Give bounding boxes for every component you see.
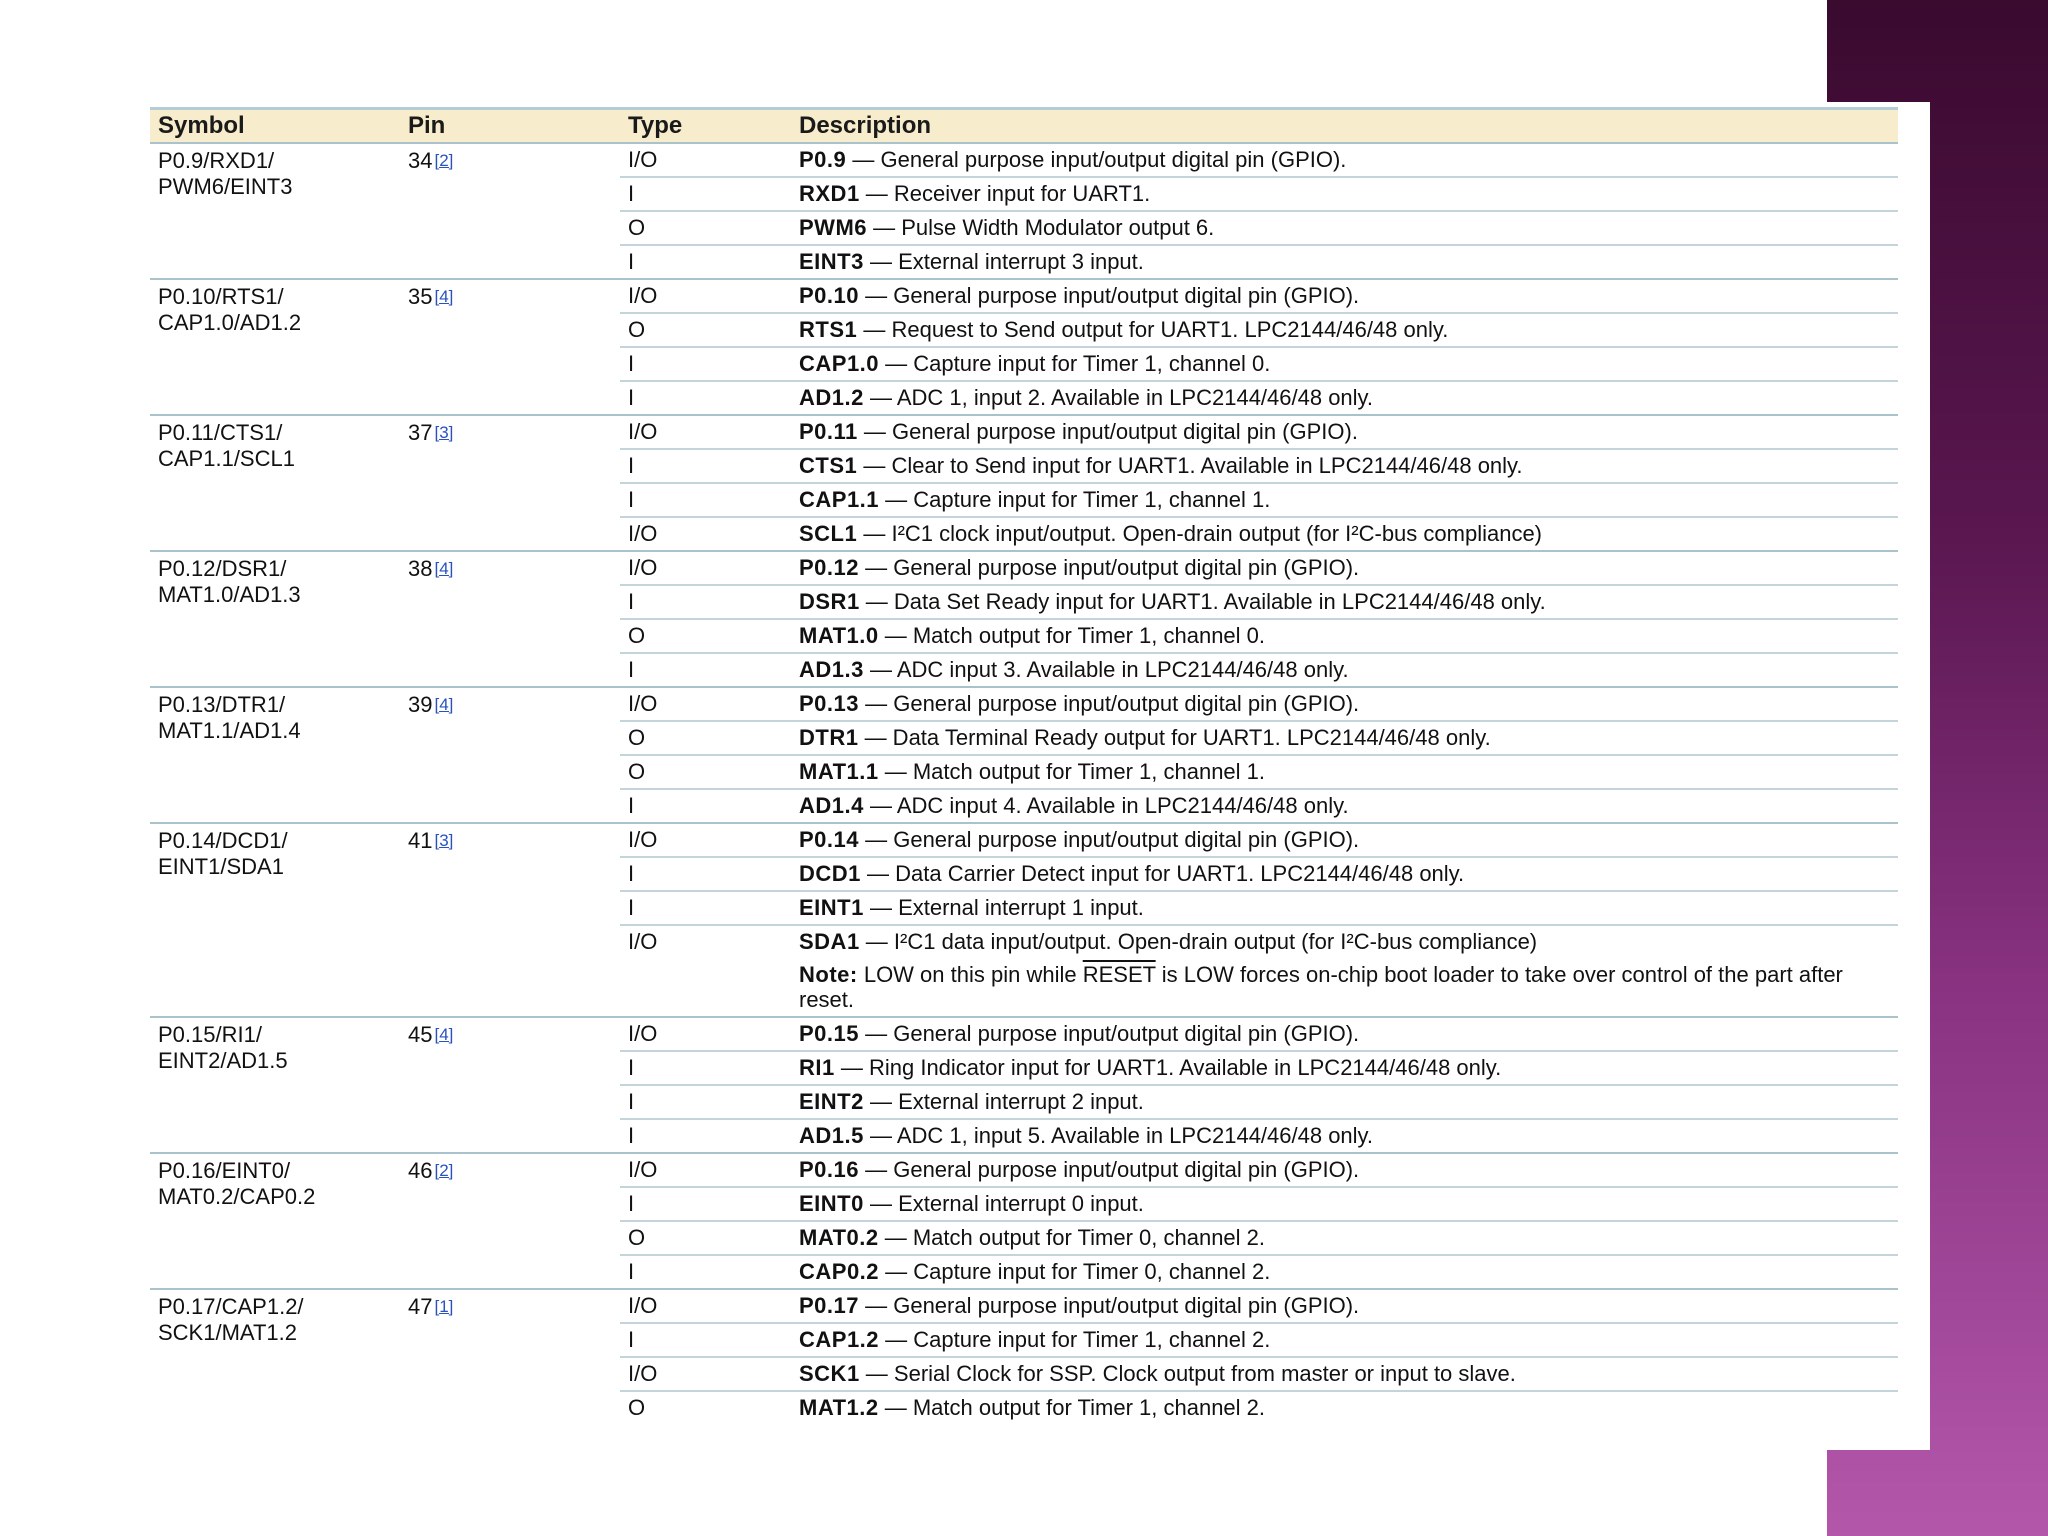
function-text: — Capture input for Timer 1, channel 1.: [879, 487, 1271, 512]
function-name: CAP1.2: [799, 1327, 880, 1352]
function-name: DCD1: [799, 861, 861, 886]
symbol-cell: [158, 1154, 398, 1210]
description-cell: [799, 178, 1898, 210]
function-name: DTR1: [799, 725, 859, 750]
type-cell: I/O: [628, 521, 658, 546]
symbol-line: EINT2/AD1.5: [158, 1048, 288, 1073]
table-row: [620, 312, 1898, 346]
function-text: — I²C1 clock input/output. Open-drain output (for I²C-bus compliance): [857, 521, 1542, 546]
pin-group: [150, 1152, 1898, 1288]
function-text: — Data Set Ready input for UART1. Available in LPC2144/46/48 only.: [859, 589, 1546, 614]
symbol-line: P0.17/CAP1.2/: [158, 1294, 304, 1319]
description-cell: [799, 450, 1898, 482]
table-row: [620, 380, 1898, 414]
function-name: CAP0.2: [799, 1259, 880, 1284]
table-row: [620, 1220, 1898, 1254]
table-header: [150, 107, 1898, 142]
type-cell: I: [628, 895, 635, 920]
function-name: SDA1: [799, 929, 860, 954]
description-cell: [799, 790, 1898, 822]
type-cell: I: [628, 385, 635, 410]
description-cell: [799, 1018, 1898, 1050]
description-cell: [799, 1188, 1898, 1220]
function-text: — General purpose input/output digital pin (GPIO).: [859, 1021, 1360, 1046]
pin-cell: [408, 1154, 453, 1184]
symbol-cell: [158, 552, 398, 608]
type-cell: I/O: [628, 283, 658, 308]
description-cell: [799, 552, 1898, 584]
function-text: — General purpose input/output digital pin (GPIO).: [857, 419, 1358, 444]
function-text: — External interrupt 0 input.: [863, 1191, 1144, 1216]
footnote-ref-link[interactable]: [3]: [434, 831, 454, 850]
footnote-ref-link[interactable]: [4]: [434, 559, 454, 578]
pin-cell: [408, 552, 453, 582]
table-row: [620, 618, 1898, 652]
symbol-cell: [158, 280, 398, 336]
type-cell: I: [628, 487, 635, 512]
type-cell: I: [628, 589, 635, 614]
symbol-line: MAT1.1/AD1.4: [158, 718, 301, 743]
table-row: [620, 924, 1898, 1016]
note-pre: LOW on this pin while: [857, 962, 1083, 987]
pin-cell: [408, 280, 453, 310]
description-cell: [799, 1086, 1898, 1118]
description-cell: [799, 824, 1898, 856]
function-name: RI1: [799, 1055, 835, 1080]
function-name: MAT0.2: [799, 1225, 879, 1250]
function-name: AD1.5: [799, 1123, 864, 1148]
table-row: [620, 1186, 1898, 1220]
type-cell: O: [628, 759, 646, 784]
function-text: — Ring Indicator input for UART1. Available in LPC2144/46/48 only.: [834, 1055, 1502, 1080]
function-name: RXD1: [799, 181, 860, 206]
table-row: [620, 516, 1898, 550]
function-name: CAP1.1: [799, 487, 880, 512]
pin-group: [150, 1016, 1898, 1152]
type-cell: I: [628, 181, 635, 206]
symbol-line: P0.10/RTS1/: [158, 284, 284, 309]
table-row: [620, 1018, 1898, 1050]
description-cell: [799, 1222, 1898, 1254]
function-text: — Data Carrier Detect input for UART1. LPC2144/46/48 only.: [860, 861, 1465, 886]
footnote-ref-link[interactable]: [4]: [434, 287, 454, 306]
pin-description-table: [130, 102, 1930, 1450]
description-cell: [799, 212, 1898, 244]
type-cell: O: [628, 1395, 646, 1420]
pin-cell: [408, 144, 453, 174]
table-row: [620, 1084, 1898, 1118]
type-cell: I: [628, 453, 635, 478]
note-post: is LOW forces on-chip boot loader to take over control of the part after reset.: [799, 962, 1843, 1012]
type-cell: I: [628, 861, 635, 886]
function-rows: [620, 280, 1898, 414]
symbol-line: P0.15/RI1/: [158, 1022, 262, 1047]
symbol-line: P0.12/DSR1/: [158, 556, 287, 581]
function-text: — Capture input for Timer 0, channel 2.: [879, 1259, 1271, 1284]
pin-cell: [408, 1018, 453, 1048]
function-text: — General purpose input/output digital pin (GPIO).: [859, 827, 1360, 852]
function-name: MAT1.1: [799, 759, 879, 784]
symbol-line: MAT0.2/CAP0.2: [158, 1184, 316, 1209]
function-name: P0.12: [799, 555, 859, 580]
type-cell: O: [628, 623, 646, 648]
table-body: [150, 142, 1898, 1424]
footnote-ref-link[interactable]: [2]: [434, 1161, 454, 1180]
function-name: P0.14: [799, 827, 859, 852]
description-cell: [799, 518, 1898, 550]
function-name: P0.17: [799, 1293, 859, 1318]
description-cell: [799, 1256, 1898, 1288]
description-cell: [799, 416, 1898, 448]
symbol-cell: [158, 688, 398, 744]
pin-cell: [408, 416, 453, 446]
table-row: [620, 652, 1898, 686]
symbol-line: P0.14/DCD1/: [158, 828, 288, 853]
function-text: — I²C1 data input/output. Open-drain output (for I²C-bus compliance): [859, 929, 1538, 954]
type-cell: I/O: [628, 1021, 658, 1046]
description-cell: [799, 484, 1898, 516]
function-name: EINT2: [799, 1089, 864, 1114]
description-cell: [799, 314, 1898, 346]
function-text: — General purpose input/output digital pin (GPIO).: [859, 555, 1360, 580]
description-cell: [799, 620, 1898, 652]
type-cell: O: [628, 725, 646, 750]
type-cell: I/O: [628, 555, 658, 580]
function-name: EINT1: [799, 895, 864, 920]
description-cell: [799, 1324, 1898, 1356]
description-cell: [799, 688, 1898, 720]
description-cell: [799, 1358, 1898, 1390]
pin-number: 38: [408, 556, 433, 581]
table-row: [620, 1254, 1898, 1288]
footnote-ref-link[interactable]: [4]: [434, 695, 454, 714]
type-cell: I/O: [628, 1361, 658, 1386]
symbol-line: SCK1/MAT1.2: [158, 1320, 297, 1345]
header-symbol: Symbol: [158, 112, 245, 139]
table-row: [620, 1322, 1898, 1356]
pin-group: [150, 142, 1898, 278]
table-row: [620, 280, 1898, 312]
table-row: [620, 416, 1898, 448]
function-name: AD1.4: [799, 793, 864, 818]
function-text: — Match output for Timer 0, channel 2.: [878, 1225, 1266, 1250]
function-name: EINT3: [799, 249, 864, 274]
function-text: — Match output for Timer 1, channel 2.: [878, 1395, 1266, 1420]
function-text: — General purpose input/output digital pin (GPIO).: [846, 147, 1347, 172]
type-cell: I: [628, 657, 635, 682]
pin-group: [150, 278, 1898, 414]
table-row: [620, 346, 1898, 380]
table-row: [620, 244, 1898, 278]
function-text: — Capture input for Timer 1, channel 2.: [879, 1327, 1271, 1352]
symbol-line: EINT1/SDA1: [158, 854, 284, 879]
pin-number: 45: [408, 1022, 433, 1047]
function-rows: [620, 1290, 1898, 1424]
function-rows: [620, 824, 1898, 1016]
header-pin: Pin: [408, 112, 446, 139]
function-name: P0.15: [799, 1021, 859, 1046]
type-cell: I/O: [628, 1293, 658, 1318]
function-text: — Capture input for Timer 1, channel 0.: [879, 351, 1271, 376]
function-rows: [620, 1018, 1898, 1152]
symbol-cell: [158, 144, 398, 200]
description-cell: [799, 348, 1898, 380]
table-row: [620, 1390, 1898, 1424]
function-name: CAP1.0: [799, 351, 880, 376]
function-text: — General purpose input/output digital pin (GPIO).: [859, 1293, 1360, 1318]
symbol-line: P0.13/DTR1/: [158, 692, 286, 717]
type-cell: I/O: [628, 827, 658, 852]
table-row: [620, 552, 1898, 584]
description-cell: [799, 654, 1898, 686]
function-name: P0.9: [799, 147, 847, 172]
type-cell: I/O: [628, 929, 658, 954]
table-row: [620, 1154, 1898, 1186]
pin-number: 46: [408, 1158, 433, 1183]
description-cell: [799, 1120, 1898, 1152]
table-row: [620, 482, 1898, 516]
table-row: [620, 824, 1898, 856]
symbol-line: MAT1.0/AD1.3: [158, 582, 301, 607]
pin-cell: [408, 688, 453, 718]
pin-number: 35: [408, 284, 433, 309]
table-row: [620, 788, 1898, 822]
footnote-ref-link[interactable]: [2]: [434, 151, 454, 170]
type-cell: I: [628, 1089, 635, 1114]
footnote-ref-link[interactable]: [4]: [434, 1025, 454, 1044]
function-text: — External interrupt 3 input.: [863, 249, 1144, 274]
function-text: — External interrupt 2 input.: [863, 1089, 1144, 1114]
type-cell: I/O: [628, 147, 658, 172]
type-cell: I: [628, 1327, 635, 1352]
note-text: [799, 958, 1859, 1016]
type-cell: I: [628, 249, 635, 274]
type-cell: O: [628, 215, 646, 240]
function-text: — Match output for Timer 1, channel 1.: [878, 759, 1266, 784]
function-rows: [620, 1154, 1898, 1288]
pin-cell: [408, 1290, 453, 1320]
table-row: [620, 890, 1898, 924]
function-rows: [620, 144, 1898, 278]
table-row: [620, 210, 1898, 244]
table-row: [620, 856, 1898, 890]
pin-number: 47: [408, 1294, 433, 1319]
description-cell: [799, 892, 1898, 924]
table-row: [620, 1050, 1898, 1084]
function-text: — Clear to Send input for UART1. Available in LPC2144/46/48 only.: [857, 453, 1523, 478]
function-text: — ADC 1, input 5. Available in LPC2144/46/48 only.: [863, 1123, 1374, 1148]
function-name: MAT1.0: [799, 623, 879, 648]
function-name: P0.10: [799, 283, 859, 308]
description-cell: [799, 1392, 1898, 1424]
type-cell: I: [628, 1191, 635, 1216]
type-cell: I/O: [628, 1157, 658, 1182]
function-text: — Data Terminal Ready output for UART1. LPC2144/46/48 only.: [858, 725, 1491, 750]
function-text: — General purpose input/output digital pin (GPIO).: [859, 691, 1360, 716]
function-name: P0.13: [799, 691, 859, 716]
symbol-line: P0.16/EINT0/: [158, 1158, 291, 1183]
symbol-cell: [158, 1290, 398, 1346]
function-name: RTS1: [799, 317, 858, 342]
function-text: — Pulse Width Modulator output 6.: [867, 215, 1215, 240]
footnote-ref-link[interactable]: [3]: [434, 423, 454, 442]
function-name: EINT0: [799, 1191, 864, 1216]
function-name: AD1.2: [799, 385, 864, 410]
function-name: AD1.3: [799, 657, 864, 682]
header-description: Description: [799, 112, 932, 139]
description-cell: [799, 926, 1898, 958]
function-name: P0.11: [799, 419, 858, 444]
note-signal: RESET: [1082, 962, 1156, 987]
type-cell: I: [628, 793, 635, 818]
symbol-cell: [158, 824, 398, 880]
type-cell: I/O: [628, 691, 658, 716]
symbol-cell: [158, 1018, 398, 1074]
table-row: [620, 144, 1898, 176]
function-text: — General purpose input/output digital pin (GPIO).: [859, 1157, 1360, 1182]
function-text: — Request to Send output for UART1. LPC2144/46/48 only.: [857, 317, 1449, 342]
footnote-ref-link[interactable]: [1]: [434, 1297, 454, 1316]
description-cell: [799, 246, 1898, 278]
function-rows: [620, 416, 1898, 550]
function-text: — ADC 1, input 2. Available in LPC2144/46/48 only.: [863, 385, 1374, 410]
pin-group: [150, 550, 1898, 686]
description-cell: [799, 1154, 1898, 1186]
description-cell: [799, 722, 1898, 754]
note-label: Note:: [799, 962, 858, 987]
pin-cell: [408, 824, 453, 854]
pin-group: [150, 1288, 1898, 1424]
description-cell: [799, 756, 1898, 788]
table-row: [620, 448, 1898, 482]
function-name: SCL1: [799, 521, 858, 546]
table-row: [620, 754, 1898, 788]
function-text: — External interrupt 1 input.: [863, 895, 1144, 920]
description-cell: [799, 144, 1898, 176]
description-cell: [799, 382, 1898, 414]
function-name: CTS1: [799, 453, 858, 478]
function-name: SCK1: [799, 1361, 860, 1386]
header-type: Type: [628, 112, 683, 139]
table-row: [620, 1290, 1898, 1322]
description-cell: [799, 858, 1898, 890]
table-row: [620, 176, 1898, 210]
description-cell: [799, 1290, 1898, 1322]
symbol-line: CAP1.0/AD1.2: [158, 310, 302, 335]
description-cell: [799, 1052, 1898, 1084]
type-cell: I: [628, 1055, 635, 1080]
symbol-line: P0.9/RXD1/: [158, 148, 275, 173]
type-cell: I/O: [628, 419, 658, 444]
function-text: — ADC input 3. Available in LPC2144/46/48 only.: [863, 657, 1349, 682]
table-row: [620, 1356, 1898, 1390]
table-row: [620, 688, 1898, 720]
function-text: — ADC input 4. Available in LPC2144/46/48 only.: [863, 793, 1349, 818]
description-cell: [799, 586, 1898, 618]
pin-number: 41: [408, 828, 433, 853]
pin-number: 39: [408, 692, 433, 717]
function-text: — Serial Clock for SSP. Clock output from master or input to slave.: [859, 1361, 1516, 1386]
table-row: [620, 720, 1898, 754]
type-cell: I: [628, 1123, 635, 1148]
function-text: — Match output for Timer 1, channel 0.: [878, 623, 1266, 648]
function-name: DSR1: [799, 589, 860, 614]
type-cell: O: [628, 1225, 646, 1250]
pin-group: [150, 686, 1898, 822]
function-name: PWM6: [799, 215, 867, 240]
function-rows: [620, 552, 1898, 686]
pin-group: [150, 822, 1898, 1016]
pin-number: 37: [408, 420, 433, 445]
symbol-cell: [158, 416, 398, 472]
function-text: — General purpose input/output digital pin (GPIO).: [859, 283, 1360, 308]
function-rows: [620, 688, 1898, 822]
type-cell: O: [628, 317, 646, 342]
type-cell: I: [628, 1259, 635, 1284]
symbol-line: PWM6/EINT3: [158, 174, 293, 199]
pin-group: [150, 414, 1898, 550]
table-row: [620, 584, 1898, 618]
pin-number: 34: [408, 148, 433, 173]
function-text: — Receiver input for UART1.: [859, 181, 1151, 206]
symbol-line: P0.11/CTS1/: [158, 420, 283, 445]
table-row: [620, 1118, 1898, 1152]
function-name: MAT1.2: [799, 1395, 879, 1420]
function-name: P0.16: [799, 1157, 859, 1182]
symbol-line: CAP1.1/SCL1: [158, 446, 295, 471]
description-cell: [799, 280, 1898, 312]
type-cell: I: [628, 351, 635, 376]
